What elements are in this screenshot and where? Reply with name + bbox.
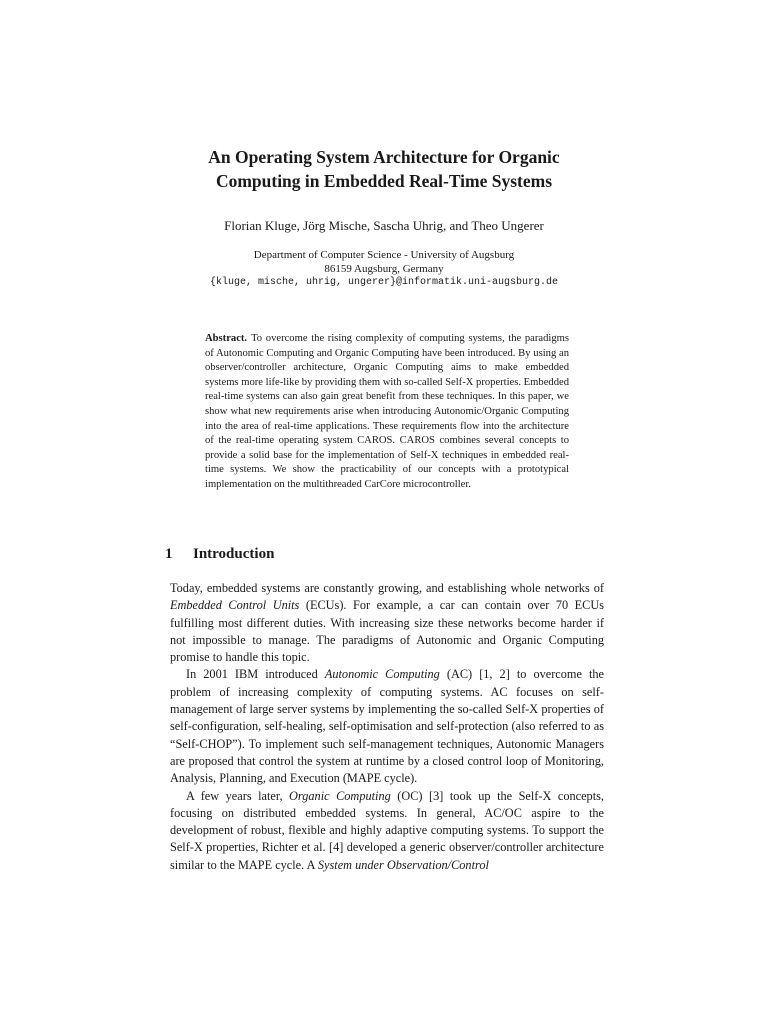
- abstract: [205, 332, 569, 493]
- section-number: 1: [165, 546, 173, 562]
- paragraph-2: [170, 666, 604, 787]
- paper-title: [120, 145, 648, 193]
- section-title: Introduction: [193, 546, 275, 562]
- abstract-label: Abstract.: [205, 333, 248, 344]
- affiliation-email: {kluge, mische, uhrig, ungerer}@informatik.uni-augsburg.de: [209, 277, 559, 288]
- paragraph-3-text-b: (OC) [3] took up the Self-X concepts, focusing on distributed embedded systems. In general, AC/OC aspire to the development of robust, flexible and highly adaptive computing systems. To support the Self-X properties, Richter et al. [4] developed a generic observer/controller architecture similar to the MAPE cycle. A: [170, 788, 604, 872]
- affiliation-block: [120, 248, 648, 290]
- affiliation-department: Department of Computer Science - University of Augsburg: [253, 249, 515, 261]
- introduction-body: [170, 580, 604, 874]
- paragraph-1: [170, 580, 604, 666]
- abstract-text: To overcome the rising complexity of computing systems, the paradigms of Autonomic Computing and Organic Computing have been introduced. By using an observer/controller architecture, Organic Computing aims to make embedded systems more life-like by providing them with so-called Self-X properties. Embedded real-time systems can also gain great benefit from these techniques. In this paper, we show what new requirements arise when introducing Autonomic/Organic Computing into the area of real-time applications. These requirements flow into the architecture of the real-time operating system CAROS. CAROS combines several concepts to provide a solid base for the implementation of Self-X techniques in embedded real-time systems. We show the practicability of our concepts with a prototypical implementation on the multithreaded CarCore microcontroller.: [205, 333, 569, 490]
- author-list: Florian Kluge, Jörg Mische, Sascha Uhrig, and Theo Ungerer: [224, 218, 544, 233]
- paragraph-1-text-a: Today, embedded systems are constantly growing, and establishing whole networks of: [170, 581, 604, 595]
- title-line-2: Computing in Embedded Real-Time Systems: [215, 171, 553, 191]
- title-line-1: An Operating System Architecture for Organic: [208, 147, 560, 167]
- paragraph-2-text-a: In 2001 IBM introduced: [186, 667, 325, 682]
- paragraph-2-emphasis: Autonomic Computing: [324, 667, 440, 682]
- section-heading-introduction: [165, 545, 274, 563]
- paragraph-2-text-b: (AC) [1, 2] to overcome the problem of increasing complexity of computing systems. AC focuses on self-management of large server systems by implementing the so-called Self-X properties of self-configuration, self-healing, self-optimisation and self-protection (also referred to as “Self-CHOP”). To implement such self-management techniques, Autonomic Managers are proposed that control the system at runtime by a closed control loop of Monitoring, Analysis, Planning, and Execution (MAPE cycle).: [170, 667, 604, 786]
- paragraph-1-text-b: (ECUs). For example, a car can contain over 70 ECUs fulfilling most different duties. With increasing size these networks become harder if not impossible to manage. The paradigms of Autonomic and Organic Computing promise to handle this topic.: [170, 598, 604, 665]
- affiliation-address: 86159 Augsburg, Germany: [324, 263, 444, 275]
- paragraph-3: [170, 788, 604, 874]
- paragraph-3-emphasis-2: System under Observation/Control: [317, 857, 489, 872]
- paragraph-3-emphasis: Organic Computing: [289, 788, 391, 803]
- paragraph-1-emphasis: Embedded Control Units: [170, 598, 300, 613]
- paragraph-3-text-a: A few years later,: [186, 788, 290, 803]
